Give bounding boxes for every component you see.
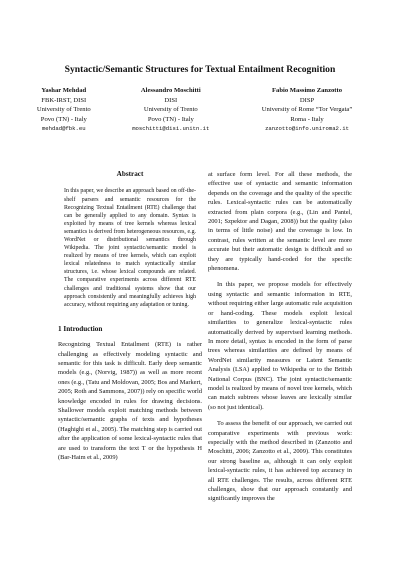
- body-paragraph: In this paper, we propose models for effectively using syntactic and semantic information in RTE, without requiring either large automatic rule acquisition or hand-coding. These models exploit lexical similarities to generalize lexical-syntactic rules automatically derived by supervised learning methods. In more detail, syntax is encoded in the form of parse trees whereas similarities are defined by means of WordNet similarity measures or Latent Semantic Analysis (LSA) applied to Wikipedia or to the British National Corpus (BNC). The joint syntactic/semantic model is realized by means of novel tree kernels, which can match subtrees whose leaves are lexically similar (so not just identical).: [208, 281, 352, 411]
- left-column: [58, 170, 202, 463]
- paper-title: Syntactic/Semantic Structures for Textual Entailment Recognition: [64, 64, 336, 75]
- author-location: Povo (TN) - Italy: [147, 115, 194, 123]
- author-location: Povo (TN) - Italy: [40, 115, 87, 123]
- body-paragraph: at surface form level. For all these methods, the effective use of syntactic and semantic information depends on the coverage and the quality of the specific rules. Lexical-syntactic rules can be automatically extracted from plain corpora (e.g., (Lin and Pantel, 2001; Szpektor and Dagan, 2008)) but the quality (also in terms of little noise) and the coverage is low. In contrast, rules written at the semantic level are more accurate but their automatic design is difficult and so they are typically hand-coded for the specific phenomena.: [208, 171, 352, 273]
- author-name: Yashar Mehdad: [41, 87, 87, 94]
- author-affiliation: DISP: [299, 96, 315, 104]
- intro-paragraph: Recognizing Textual Entailment (RTE) is rather challenging as effectively modeling syntactic and semantic for this task is difficult. Early deep semantic models (e.g., (Norvig, 1987)) as well as more recent ones (e.g., (Tatu and Moldovan, 2005; Bos and Markert, 2005; Roth and Sammons, 2007)) rely on specific world knowledge encoded in rules for drawing decisions. Shallower models exploit matching methods between syntactic/semantic graphs of texts and hypotheses (Haghighi et al., 2005). The matching step is carried out after the application of some lexical-syntactic rules that are used to transform the text T or the hypothesis H (Bar-Haim et al., 2009): [58, 341, 202, 462]
- author-email[interactable]: zanzotto@info.uniroma2.it: [265, 125, 349, 133]
- author-institution: University of Rome “Tor Vergata”: [261, 106, 353, 114]
- author-location: Roma - Italy: [290, 115, 324, 123]
- author-institution: University of Trento: [143, 106, 198, 114]
- abstract-text: In this paper, we describe an approach based on off-the-shelf parsers and semantic resources for the Recognizing Textual Entailment (RTE) challenge that can be generally applied to any domain. Syntax is exploited by means of tree kernels whereas lexical semantics is derived from heterogeneous resources, e.g. WordNet or distributional semantics through Wikipedia. The joint syntactic/semantic model is realized by means of tree kernels, which can exploit lexical relatedness to match syntactically similar structures, i.e. whose lexical compounds are related. The comparative experiments across different RTE challenges and traditional systems show that our approach consistently and meaningfully achieves high accuracy, without requiring any adaptation or tuning.: [64, 188, 196, 308]
- author-affiliation: FBK-IRST, DISI: [41, 96, 87, 104]
- author-email[interactable]: moschitti@disi.unitn.it: [132, 125, 210, 133]
- author-block: [20, 86, 380, 134]
- author-name: Fabio Massimo Zanzotto: [272, 87, 342, 94]
- author-2: [108, 86, 234, 134]
- author-institution: University of Trento: [36, 106, 91, 114]
- abstract-heading: Abstract: [116, 170, 144, 178]
- section-heading-introduction: 1 Introduction: [58, 324, 103, 333]
- body-paragraph: To assess the benefit of our approach, we carried out comparative experiments with previous work: especially with the method described in (Zanzotto and Moschitti, 2006; Zanzotto et al., 2009). This constitutes our strong baseline as, although it can only exploit lexical-syntactic rules, it has achieved top accuracy in all RTE challenges. The results, across different RTE challenges, show that our approach constantly and significantly improves the: [208, 420, 352, 503]
- author-3: [234, 86, 380, 134]
- author-email[interactable]: mehdad@fbk.eu: [41, 125, 86, 133]
- author-name: Alessandro Moschitti: [140, 87, 201, 94]
- right-column: [208, 170, 352, 504]
- author-affiliation: DISI: [164, 96, 178, 104]
- author-1: [20, 86, 108, 134]
